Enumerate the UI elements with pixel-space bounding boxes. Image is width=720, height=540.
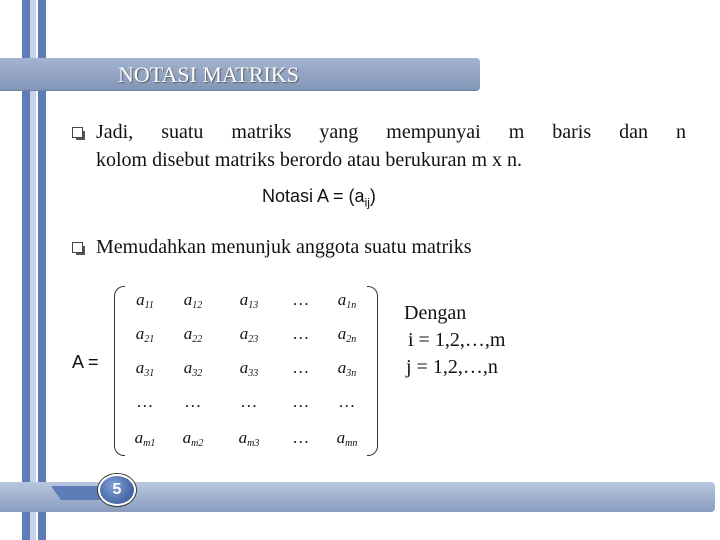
matrix-cell-base: … <box>293 392 309 411</box>
i-range: i = 1,2,…,m <box>408 329 506 351</box>
matrix-cell-base: a <box>134 428 144 447</box>
notation-formula <box>262 186 376 210</box>
matrix-cell <box>226 428 272 449</box>
matrix-cell-base: a <box>239 324 249 343</box>
matrix-cell <box>278 428 324 448</box>
matrix-cell-base: … <box>339 392 355 411</box>
matrix-cell-index: 22 <box>192 334 203 345</box>
bullet-icon <box>72 127 83 138</box>
matrix-cell-base: … <box>293 358 309 377</box>
matrix-cell <box>170 358 216 379</box>
matrix-cell-base: … <box>293 428 309 447</box>
matrix-cell-base: a <box>239 290 249 309</box>
matrix-cell-base: a <box>337 324 347 343</box>
matrix-cell-index: 21 <box>144 334 155 345</box>
matrix-cell-index: 31 <box>144 368 155 379</box>
matrix-cell <box>226 290 272 311</box>
matrix-cell <box>226 358 272 379</box>
bullet-2-text: Memudahkan menunjuk anggota suatu matriks <box>96 236 472 258</box>
matrix-cell-base: a <box>337 290 347 309</box>
matrix-cell-index: 13 <box>248 300 259 311</box>
slide-title: NOTASI MATRIKS <box>118 62 299 87</box>
index-note <box>404 300 505 381</box>
bullet-1-line-1: Jadi, suatu matriks yang mempunyai m baris dan n <box>96 121 686 143</box>
matrix-cell-index: 3n <box>346 368 357 379</box>
matrix-cell-base: … <box>241 392 257 411</box>
matrix-cell-index: 1n <box>346 300 357 311</box>
matrix-cell <box>324 290 370 311</box>
matrix-cell <box>226 324 272 345</box>
bullet-1-line-2: kolom disebut matriks berordo atau berukuran m x n. <box>96 149 523 171</box>
matrix-cell-base: a <box>183 324 193 343</box>
matrix-cell-base: a <box>182 428 192 447</box>
matrix-cell-base: … <box>293 290 309 309</box>
page-number-badge: 5 <box>98 474 136 506</box>
matrix-cell <box>122 324 168 345</box>
matrix-cell-base: a <box>136 290 145 309</box>
matrix-cell-base: a <box>239 358 249 377</box>
matrix-cell <box>278 358 324 378</box>
bullet-icon <box>72 242 83 253</box>
matrix-cell-index: mn <box>345 438 358 449</box>
matrix-cell <box>278 324 324 344</box>
matrix-cell <box>122 290 168 311</box>
matrix-cell-index: 23 <box>248 334 259 345</box>
matrix-cell-index: m2 <box>191 438 204 449</box>
notation-suffix: ) <box>369 186 376 206</box>
matrix-cell <box>226 392 272 412</box>
matrix-cell-base: … <box>137 392 153 411</box>
j-range: j = 1,2,…,n <box>406 356 498 378</box>
index-note-label: Dengan <box>404 302 467 324</box>
matrix-cell-base: a <box>183 290 193 309</box>
matrix-cell <box>122 428 168 449</box>
matrix-cell <box>122 392 168 412</box>
matrix-cell-base: a <box>238 428 248 447</box>
notation-prefix: Notasi A = (a <box>262 186 365 206</box>
matrix-cell <box>324 358 370 379</box>
matrix-cell-base: a <box>135 324 145 343</box>
matrix-cell-base: a <box>135 358 145 377</box>
matrix-cell-base: a <box>183 358 193 377</box>
matrix-cell <box>170 428 216 449</box>
matrix-cell-index: 11 <box>144 300 154 311</box>
notation-subscript: ij <box>364 195 370 210</box>
matrix-cell-base: … <box>185 392 201 411</box>
matrix-cell <box>278 392 324 412</box>
matrix-cell-base: a <box>337 358 347 377</box>
matrix-cell-base: a <box>336 428 346 447</box>
matrix-cell-index: 2n <box>346 334 357 345</box>
matrix-cell-base: … <box>293 324 309 343</box>
matrix-cell <box>278 290 324 310</box>
matrix-cell <box>170 290 216 311</box>
matrix-cell-index: m1 <box>143 438 156 449</box>
matrix-cell <box>324 428 370 449</box>
matrix-cell-index: 12 <box>192 300 203 311</box>
matrix-cell-index: 33 <box>248 368 259 379</box>
matrix-cell <box>324 392 370 412</box>
matrix <box>114 286 378 456</box>
matrix-cell <box>170 392 216 412</box>
matrix-cell <box>170 324 216 345</box>
matrix-label: A = <box>72 352 99 372</box>
matrix-cell-index: 32 <box>192 368 203 379</box>
matrix-cell-index: m3 <box>247 438 260 449</box>
matrix-cell <box>122 358 168 379</box>
matrix-cell <box>324 324 370 345</box>
